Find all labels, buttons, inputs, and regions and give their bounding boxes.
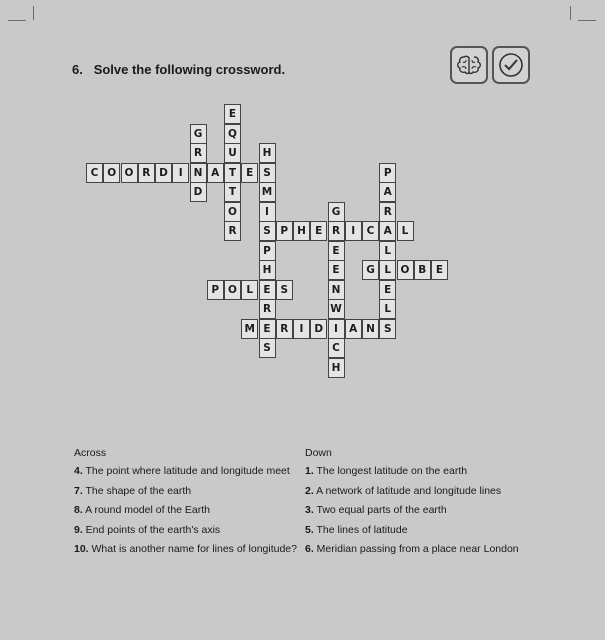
crossword-cell[interactable]: L xyxy=(379,260,396,280)
clue-item xyxy=(305,465,467,477)
crossword-cell[interactable]: R xyxy=(259,299,276,319)
crossword-cell[interactable]: A xyxy=(345,319,362,339)
crossword-cell[interactable]: R xyxy=(276,319,293,339)
clue-number: 7. xyxy=(74,484,83,497)
crossword-cell[interactable]: H xyxy=(259,143,276,163)
crossword-cell[interactable]: P xyxy=(259,241,276,261)
crossword-cell[interactable]: R xyxy=(328,221,345,241)
crossword-cell[interactable]: M xyxy=(259,182,276,202)
clue-number: 10. xyxy=(74,543,89,556)
crossword-cell[interactable]: O xyxy=(224,280,241,300)
clue-number: 8. xyxy=(74,504,83,517)
crossword-cell[interactable]: C xyxy=(328,338,345,358)
clue-number: 5. xyxy=(305,523,314,536)
crossword-cell[interactable]: O xyxy=(397,260,414,280)
crossword-cell[interactable]: S xyxy=(276,280,293,300)
crossword-cell[interactable]: H xyxy=(293,221,310,241)
clue-text: Meridian passing from a place near London xyxy=(313,543,519,556)
clue-item xyxy=(305,504,447,516)
clue-number: 4. xyxy=(74,465,83,477)
crossword-cell[interactable]: D xyxy=(190,182,207,202)
crop-mark-right-h xyxy=(578,20,596,21)
crossword-cell[interactable]: L xyxy=(241,280,258,300)
crossword-cell[interactable]: N xyxy=(328,280,345,300)
clue-text: What is another name for lines of longitude? xyxy=(88,543,297,556)
clue-item xyxy=(305,543,519,555)
crop-mark-right xyxy=(570,6,571,20)
crossword-cell[interactable]: T xyxy=(224,163,241,183)
clue-number: 9. xyxy=(74,523,83,536)
crossword-cell[interactable]: R xyxy=(224,221,241,241)
crossword-cell[interactable]: O xyxy=(224,202,241,222)
crossword-cell[interactable]: B xyxy=(414,260,431,280)
crossword-cell[interactable]: G xyxy=(190,124,207,144)
crossword-cell[interactable]: W xyxy=(328,299,345,319)
crossword-cell[interactable]: H xyxy=(328,358,345,378)
crossword-cell[interactable]: D xyxy=(155,163,172,183)
crossword-cell[interactable]: C xyxy=(86,163,103,183)
crossword-cell[interactable]: P xyxy=(379,163,396,183)
clue-number: 2. xyxy=(305,484,314,497)
clue-item xyxy=(74,465,290,477)
crossword-cell[interactable]: C xyxy=(362,221,379,241)
crossword-cell[interactable]: N xyxy=(190,163,207,183)
crossword-cell[interactable]: R xyxy=(379,202,396,222)
crossword-cell[interactable]: A xyxy=(207,163,224,183)
crossword-cell[interactable]: I xyxy=(259,202,276,222)
crossword-cell[interactable]: T xyxy=(224,182,241,202)
clue-text: End points of the earth's axis xyxy=(82,523,221,536)
crossword-cell[interactable]: I xyxy=(328,319,345,339)
clue-text: A network of latitude and longitude lines xyxy=(313,484,502,497)
crossword-cell[interactable]: I xyxy=(345,221,362,241)
crossword-cell[interactable]: G xyxy=(328,202,345,222)
crossword-cell[interactable]: S xyxy=(259,338,276,358)
crossword-cell[interactable]: G xyxy=(362,260,379,280)
crossword-cell[interactable]: S xyxy=(379,319,396,339)
question-title xyxy=(72,62,285,77)
crop-mark-left-h xyxy=(8,20,26,21)
crossword-cell[interactable]: P xyxy=(207,280,224,300)
crossword-cell[interactable]: H xyxy=(259,260,276,280)
clue-item xyxy=(74,543,297,555)
clue-text: The point where latitude and longitude meet xyxy=(82,465,290,477)
clue-item xyxy=(74,524,220,536)
crossword-cell[interactable]: E xyxy=(431,260,448,280)
crossword-cell[interactable]: E xyxy=(259,280,276,300)
down-heading: Down xyxy=(305,447,332,459)
crossword-cell[interactable]: E xyxy=(241,163,258,183)
question-number: 6. xyxy=(72,62,83,77)
crossword-cell[interactable]: M xyxy=(241,319,258,339)
clue-text: Two equal parts of the earth xyxy=(313,504,447,517)
clue-number: 3. xyxy=(305,504,314,517)
crossword-cell[interactable]: A xyxy=(379,221,396,241)
crossword-cell[interactable]: O xyxy=(121,163,138,183)
crossword-cell[interactable]: L xyxy=(379,241,396,261)
crossword-cell[interactable]: Q xyxy=(224,124,241,144)
clue-item xyxy=(305,485,501,497)
clue-text: A round model of the Earth xyxy=(82,504,211,517)
badge-group xyxy=(450,46,530,84)
crossword-cell[interactable]: E xyxy=(310,221,327,241)
crossword-cell[interactable]: D xyxy=(310,319,327,339)
crossword-cell[interactable]: P xyxy=(276,221,293,241)
question-text: Solve the following crossword. xyxy=(93,62,286,77)
crossword-cell[interactable]: N xyxy=(362,319,379,339)
clue-number: 6. xyxy=(305,543,314,556)
crossword-cell[interactable]: E xyxy=(259,319,276,339)
clue-text: The shape of the earth xyxy=(82,484,192,497)
crossword-cell[interactable]: A xyxy=(379,182,396,202)
crossword-cell[interactable]: E xyxy=(328,241,345,261)
crossword-cell[interactable]: E xyxy=(224,104,241,124)
across-heading: Across xyxy=(74,447,107,459)
crop-mark-left xyxy=(33,6,34,20)
checkmark-icon xyxy=(492,46,530,84)
clue-item xyxy=(74,485,191,497)
crossword-cell[interactable]: R xyxy=(190,143,207,163)
clue-item xyxy=(305,524,408,536)
brain-icon xyxy=(450,46,488,84)
crossword-cell[interactable]: R xyxy=(138,163,155,183)
crossword-cell[interactable]: U xyxy=(224,143,241,163)
clue-item xyxy=(74,504,210,516)
clue-text: The longest latitude on the earth xyxy=(313,465,468,477)
crossword-cell[interactable]: O xyxy=(103,163,120,183)
crossword-cell[interactable]: I xyxy=(293,319,310,339)
clue-text: The lines of latitude xyxy=(313,523,408,536)
crossword-cell[interactable]: I xyxy=(172,163,189,183)
crossword-cell[interactable]: E xyxy=(328,260,345,280)
crossword-cell[interactable]: L xyxy=(379,299,396,319)
crossword-cell[interactable]: L xyxy=(397,221,414,241)
crossword-cell[interactable]: S xyxy=(259,221,276,241)
clue-number: 1. xyxy=(305,465,314,477)
crossword-cell[interactable]: S xyxy=(259,163,276,183)
crossword-cell[interactable]: E xyxy=(379,280,396,300)
